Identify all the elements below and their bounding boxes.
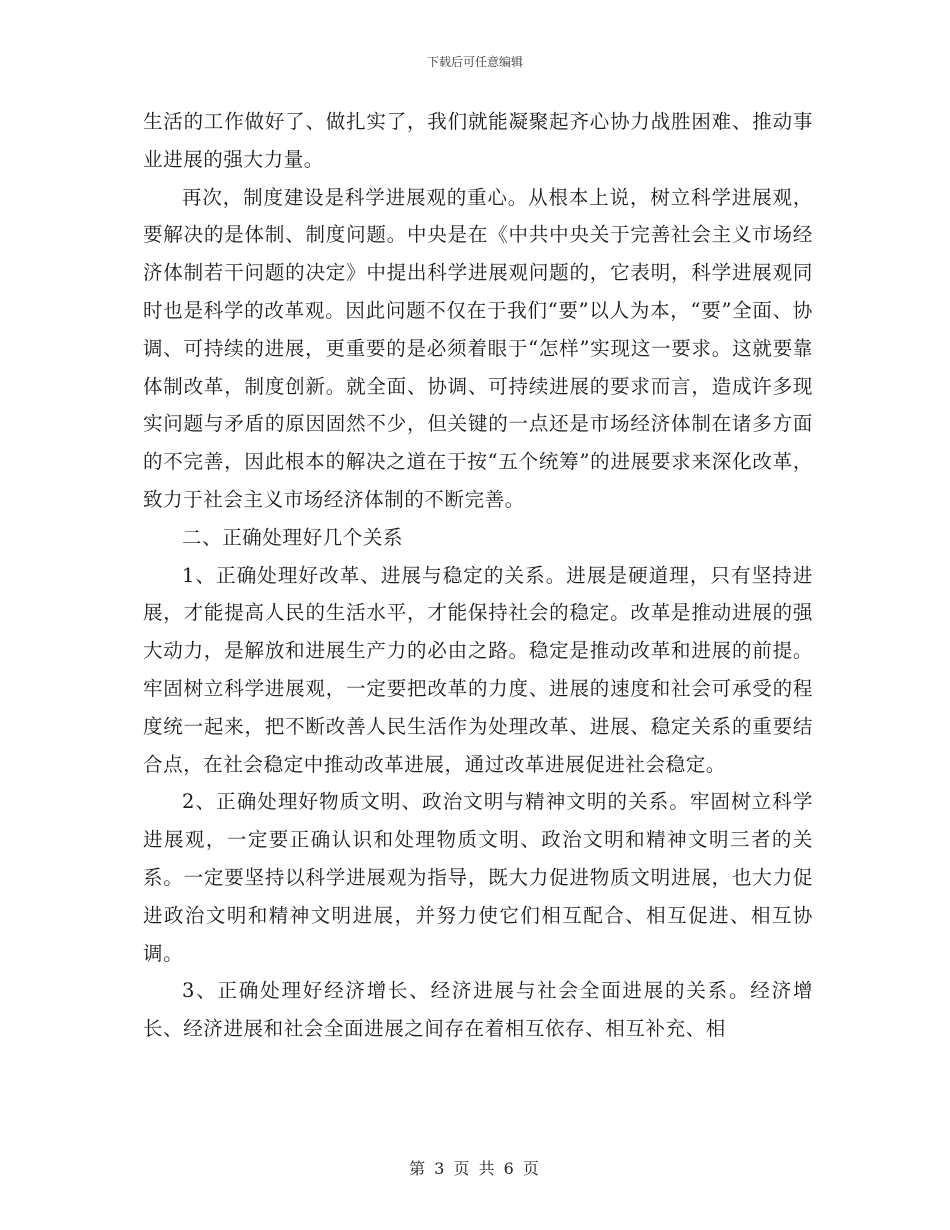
paragraph-reform-development-stability: 1、正确处理好改革、进展与稳定的关系。进展是硬道理，只有坚持进展，才能提高人民的生活水平，才能保持社会的稳定。改革是推动进展的强大动力，是解放和进展生产力的必由之路。稳定是推动改革和进展的前提。牢固树立科学进展观，一定要把改革的力度、进展的速度和社会可承受的程度统一起来，把不断改善人民生活作为处理改革、进展、稳定关系的重要结合点，在社会稳定中推动改革进展，通过改革进展促进社会稳定。 [143, 563, 813, 776]
paragraph-continuation: 生活的工作做好了、做扎实了，我们就能凝聚起齐心协力战胜困难、推动事业进展的强大力量。 [143, 110, 813, 171]
section-heading-relations: 二、正确处理好几个关系 [182, 525, 404, 549]
paragraph-economic-growth: 3、正确处理好经济增长、经济进展与社会全面进展的关系。经济增长、经济进展和社会全面进展之间存在着相互依存、相互补充、相 [143, 979, 813, 1041]
page-header: 下载后可任意编辑 [426, 55, 523, 69]
document-body [143, 103, 813, 1048]
page-footer: 第 3 页 共 6 页 [409, 1159, 541, 1178]
paragraph-three-civilizations: 2、正确处理好物质文明、政治文明与精神文明的关系。牢固树立科学进展观，一定要正确认识和处理物质文明、政治文明和精神文明三者的关系。一定要坚持以科学进展观为指导，既大力促进物质文明进展，也大力促进政治文明和精神文明进展，并努力使它们相互配合、相互促进、相互协调。 [143, 790, 813, 965]
paragraph-institution-building: 再次，制度建设是科学进展观的重心。从根本上说，树立科学进展观，要解决的是体制、制度问题。中央是在《中共中央关于完善社会主义市场经济体制若干问题的决定》中提出科学进展观问题的，它表明，科学进展观同时也是科学的改革观。因此问题不仅在于我们“要”以人为本，“要”全面、协调、可持续的进展，更重要的是必须着眼于“怎样”实现这一要求。这就要靠体制改革，制度创新。就全面、协调、可持续进展的要求而言，造成许多现实问题与矛盾的原因固然不少，但关键的一点还是市场经济体制在诸多方面的不完善，因此根本的解决之道在于按“五个统筹”的进展要求来深化改革，致力于社会主义市场经济体制的不断完善。 [143, 185, 813, 511]
